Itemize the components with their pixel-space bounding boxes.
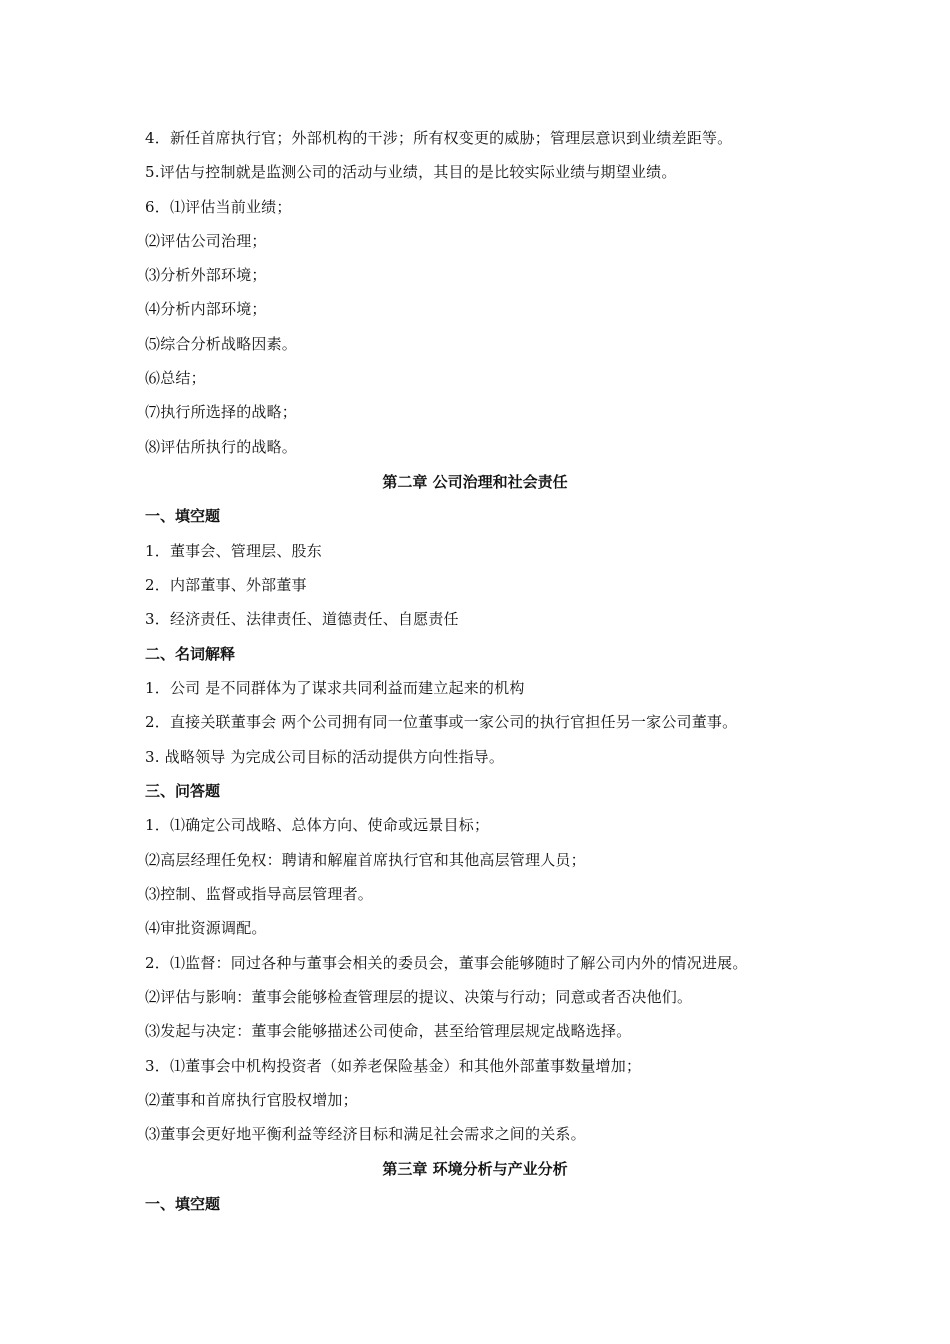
answer-line: ⑶董事会更好地平衡利益等经济目标和满足社会需求之间的关系。 — [145, 1125, 586, 1143]
chapter-title: 第二章 公司治理和社会责任 — [382, 473, 568, 491]
answer-line: ⑷分析内部环境； — [145, 300, 267, 318]
answer-line: ⑷审批资源调配。 — [145, 919, 267, 937]
answer-line: 1．公司 是不同群体为了谋求共同利益而建立起来的机构 — [145, 679, 525, 697]
answer-line: ⑺执行所选择的战略； — [145, 403, 298, 421]
answer-line: ⑹总结； — [145, 369, 206, 387]
chapter-title: 第三章 环境分析与产业分析 — [382, 1160, 568, 1178]
answer-line: ⑶控制、监督或指导高层管理者。 — [145, 885, 374, 903]
section-heading: 三、问答题 — [145, 782, 221, 800]
answer-line: 2．直接关联董事会 两个公司拥有同一位董事或一家公司的执行官担任另一家公司董事。 — [145, 713, 738, 731]
answer-line: ⑸综合分析战略因素。 — [145, 335, 298, 353]
answer-line: 4．新任首席执行官；外部机构的干涉；所有权变更的威胁；管理层意识到业绩差距等。 — [145, 129, 733, 147]
answer-line: ⑵高层经理任免权：聘请和解雇首席执行官和其他高层管理人员； — [145, 851, 586, 869]
answer-line: ⑶发起与决定：董事会能够描述公司使命，甚至给管理层规定战略选择。 — [145, 1022, 632, 1040]
section-heading: 二、名词解释 — [145, 645, 236, 663]
answer-line: ⑻评估所执行的战略。 — [145, 438, 298, 456]
answer-line: 6．⑴评估当前业绩； — [145, 198, 292, 216]
answer-line: ⑵评估公司治理； — [145, 232, 267, 250]
answer-line: 3. 战略领导 为完成公司目标的活动提供方向性指导。 — [145, 748, 505, 766]
answer-line: 1．董事会、管理层、股东 — [145, 542, 322, 560]
answer-line: ⑵董事和首席执行官股权增加； — [145, 1091, 358, 1109]
answer-line: 3．⑴董事会中机构投资者（如养老保险基金）和其他外部董事数量增加； — [145, 1057, 642, 1075]
section-heading: 一、填空题 — [145, 1195, 221, 1213]
answer-line: ⑵评估与影响：董事会能够检查管理层的提议、决策与行动；同意或者否决他们。 — [145, 988, 693, 1006]
section-heading: 一、填空题 — [145, 507, 221, 525]
answer-line: 2．内部董事、外部董事 — [145, 576, 307, 594]
answer-line: 3．经济责任、法律责任、道德责任、自愿责任 — [145, 610, 459, 628]
answer-line: ⑶分析外部环境； — [145, 266, 267, 284]
answer-line: 5.评估与控制就是监测公司的活动与业绩，其目的是比较实际业绩与期望业绩。 — [145, 163, 677, 181]
answer-line: 2．⑴监督：同过各种与董事会相关的委员会，董事会能够随时了解公司内外的情况进展。 — [145, 954, 748, 972]
answer-line: 1．⑴确定公司战略、总体方向、使命或远景目标； — [145, 816, 490, 834]
